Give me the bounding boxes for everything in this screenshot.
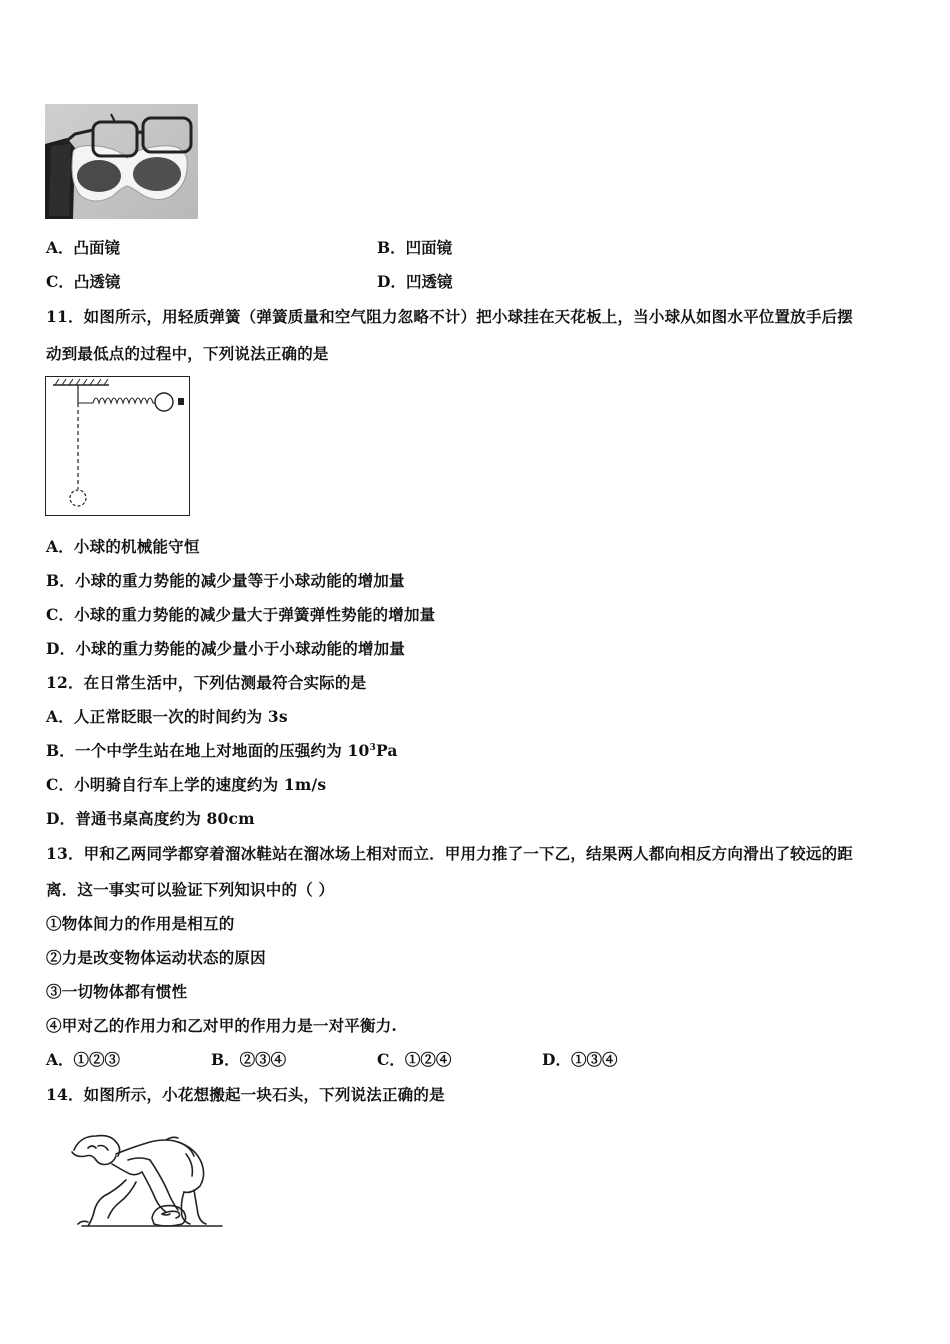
q13-option-b[interactable]: B．②③④ [211,1050,287,1069]
q10-option-d[interactable]: D．凹透镜 [377,272,453,291]
q13-stem-line1: 13．甲和乙两同学都穿着溜冰鞋站在溜冰场上相对而立．甲用力推了一下乙，结果两人都向相反方向滑出了较远的距 [46,844,853,863]
q12-option-b-unit: Pa [375,741,398,760]
glasses-photo-icon [45,104,198,219]
q12-option-c[interactable]: C．小明骑自行车上学的速度约为 1m/s [46,775,327,794]
spring-pendulum-diagram-icon [45,376,191,517]
q13-option-d[interactable]: D．①③④ [542,1050,618,1069]
q13-option-c[interactable]: C．①②④ [377,1050,452,1069]
q12-option-b-text: B．一个中学生站在地上对地面的压强约为 10 [46,741,370,760]
q13-statement-3: ③一切物体都有惯性 [46,982,188,1001]
q13-statement-2: ②力是改变物体运动状态的原因 [46,948,266,967]
q11-option-d[interactable]: D．小球的重力势能的减少量小于小球动能的增加量 [46,639,406,658]
q11-option-c[interactable]: C．小球的重力势能的减少量大于弹簧弹性势能的增加量 [46,605,436,624]
q12-option-b-exponent: 3 [369,742,376,753]
q11-option-b[interactable]: B．小球的重力势能的减少量等于小球动能的增加量 [46,571,405,590]
q14-stem: 14．如图所示，小花想搬起一块石头，下列说法正确的是 [46,1085,445,1104]
q12-option-d[interactable]: D．普通书桌高度约为 80cm [46,809,255,828]
q12-stem: 12．在日常生活中，下列估测最符合实际的是 [46,673,367,692]
q11-stem-line2: 动到最低点的过程中，下列说法正确的是 [46,344,329,363]
q13-statement-4: ④甲对乙的作用力和乙对甲的作用力是一对平衡力. [46,1016,397,1035]
girl-lifting-stone-drawing-icon [66,1130,226,1232]
q10-option-c[interactable]: C．凸透镜 [46,272,121,291]
q12-option-a[interactable]: A．人正常眨眼一次的时间约为 3s [46,707,288,726]
q11-stem-line1: 11．如图所示，用轻质弹簧（弹簧质量和空气阻力忽略不计）把小球挂在天花板上，当小球从如图水平位置放手后摆 [46,307,853,326]
q13-stem-line2: 离．这一事实可以验证下列知识中的（ ） [46,880,335,899]
q13-option-a[interactable]: A．①②③ [46,1050,121,1069]
q11-option-a[interactable]: A．小球的机械能守恒 [46,537,200,556]
q12-option-b[interactable] [46,739,398,761]
q10-option-a[interactable]: A．凸面镜 [46,238,121,257]
q13-statement-1: ①物体间力的作用是相互的 [46,914,235,933]
q10-option-b[interactable]: B．凹面镜 [377,238,453,257]
